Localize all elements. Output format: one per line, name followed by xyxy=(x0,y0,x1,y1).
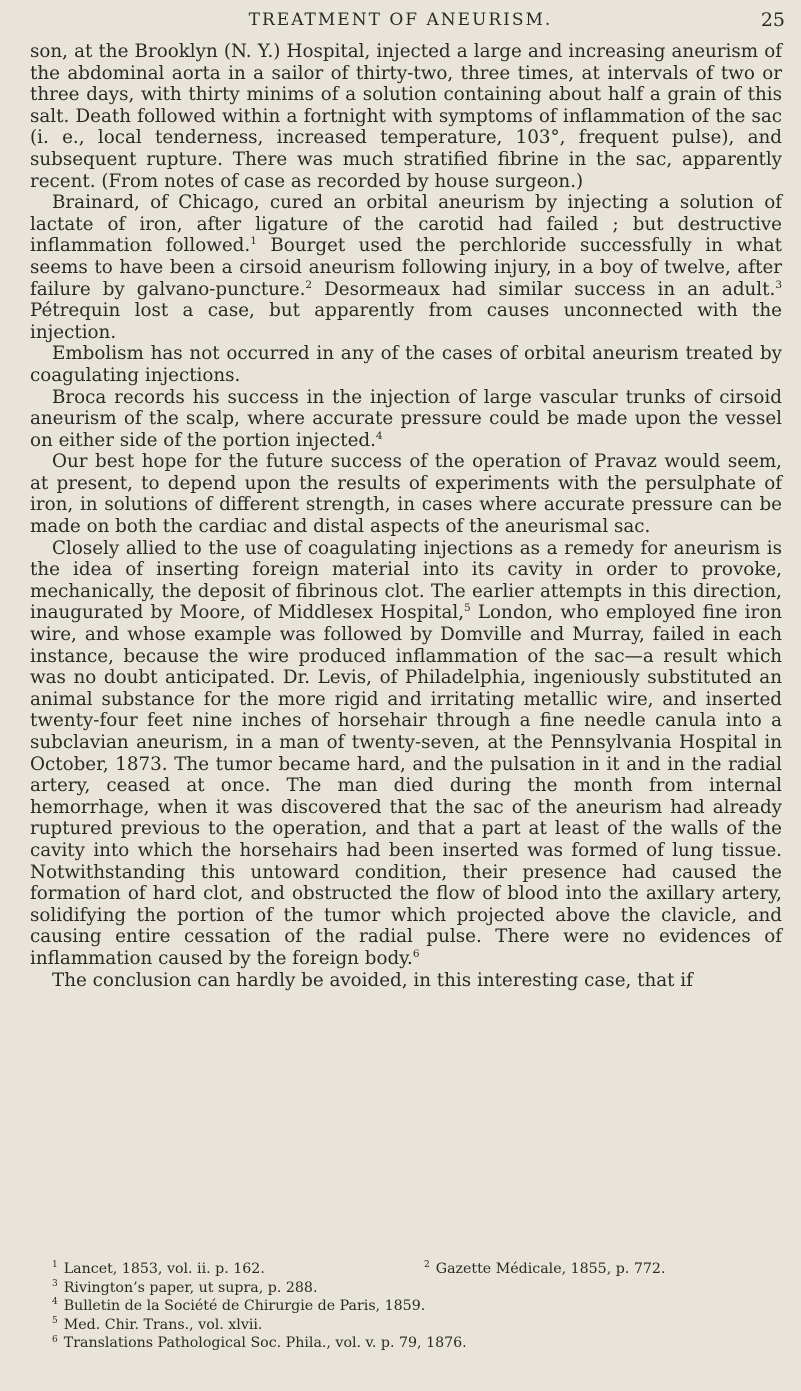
paragraph: Embolism has not occurred in any of the cases of orbital aneurism treated by coagulating injections. xyxy=(30,343,782,386)
paragraph: Brainard, of Chicago, cured an orbital aneurism by injecting a solution of lactate of iron, after ligature of the carotid had failed ; but destructive inflammation followed.$^1$ Bourget used the perchloride successfully in what seems to have been a cirsoid aneurism following injury, in a boy of twelve, after failure by galvano-puncture.$^2$ Desormeaux had similar success in an adult.$^3$ Pétrequin lost a case, but apparently from causes unconnected with the injection. xyxy=(30,192,782,343)
paragraph: The conclusion can hardly be avoided, in this interesting case, that if xyxy=(52,969,693,991)
footnote: $^3$ Rivington’s paper, ut supra, p. 288. xyxy=(52,1278,318,1296)
paragraph: Broca records his success in the injection of large vascular trunks of cirsoid aneurism of the scalp, where accurate pressure could be made upon the vessel on either side of the portion injected.$^4$ xyxy=(30,386,782,451)
footnote-ref: 2 xyxy=(305,278,313,291)
footnote-ref: 5 xyxy=(464,602,471,615)
running-head: TREATMENT OF ANEURISM. xyxy=(248,10,553,30)
footnotes xyxy=(30,1260,782,1353)
footnote-ref: 3 xyxy=(775,278,782,291)
footnote: $^6$ Translations Pathological Soc. Phila., vol. v. p. 79, 1876. xyxy=(52,1334,467,1352)
footnote-ref: 1 xyxy=(250,235,257,248)
footnote-ref: 4 xyxy=(375,429,383,442)
body-text xyxy=(30,41,782,991)
footnote: $^4$ Bulletin de la Société de Chirurgie de Paris, 1859. xyxy=(52,1297,426,1315)
page-number: 25 xyxy=(760,9,785,31)
page-header xyxy=(0,8,801,34)
footnote: $^5$ Med. Chir. Trans., vol. xlvii. xyxy=(52,1316,263,1333)
footnote: $^1$ Lancet, 1853, vol. ii. p. 162. xyxy=(52,1260,265,1277)
footnote-ref: 6 xyxy=(412,947,420,960)
paragraph: son, at the Brooklyn (N. Y.) Hospital, injected a large and increasing aneurism of the abdominal aorta in a sailor of thirty-two, three times, at intervals of two or three days, with thirty minims of a solution containing about half a grain of this salt. Death followed within a fortnight with symptoms of inflammation of the sac (i. e., local tenderness, increased temperature, 103°, frequent pulse), and subsequent rupture. There was much stratified fibrine in the sac, apparently recent. (From notes of case as recorded by house surgeon.) xyxy=(30,41,782,192)
paragraph: Closely allied to the use of coagulating injections as a remedy for aneurism is the idea of inserting foreign material into its cavity in order to provoke, mechanically, the deposit of fibrinous clot. The earlier attempts in this direction, inaugurated by Moore, of Middlesex Hospital,$^5$ London, who employed fine iron wire, and whose example was followed by Domville and Murray, failed in each instance, because the wire produced inflammation of the sac—a result which was no doubt anticipated. Dr. Levis, of Philadelphia, ingeniously substituted an animal substance for the more rigid and irritating metallic wire, and inserted twenty-four feet nine inches of horsehair through a fine needle canula into a subclavian aneurism, in a man of twenty-seven, at the Pennsylvania Hospital in October, 1873. The tumor became hard, and the pulsation in it and in the radial artery, ceased at once. The man died during the month from internal hemorrhage, when it was discovered that the sac of the aneurism had already ruptured previous to the operation, and that a part at least of the walls of the cavity into which the horsehairs had been inserted was formed of lung tissue. Notwithstanding this untoward condition, their presence had caused the formation of hard clot, and obstructed the flow of blood into the axillary artery, solidifying the portion of the tumor which projected above the clavicle, and causing entire cessation of the radial pulse. There were no evidences of inflammation caused by the foreign body.$^6$ xyxy=(30,537,782,969)
footnote: $^2$ Gazette Médicale, 1855, p. 772. xyxy=(424,1260,666,1277)
paragraph: Our best hope for the future success of the operation of Pravaz would seem, at present, to depend upon the results of experiments with the persulphate of iron, in solutions of different strength, in cases where accurate pressure can be made on both the cardiac and distal aspects of the aneurismal sac. xyxy=(30,451,782,538)
